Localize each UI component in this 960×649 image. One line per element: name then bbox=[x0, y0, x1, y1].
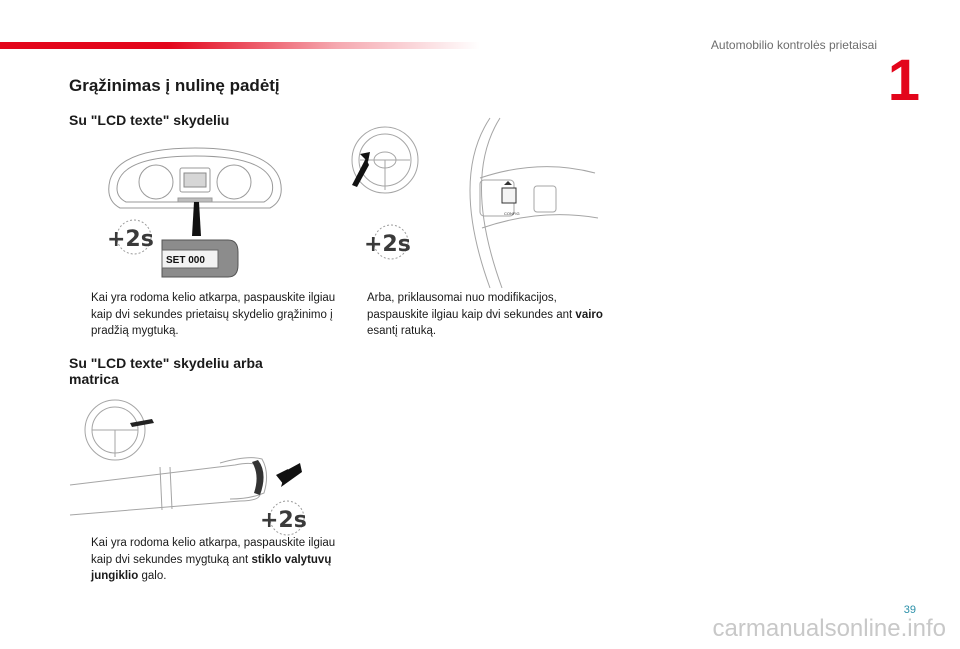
section2-subtitle-line1: Su "LCD texte" skydeliu arba bbox=[69, 355, 263, 371]
hold-2s-badge bbox=[258, 497, 306, 539]
instrument-cluster-illustration bbox=[100, 140, 290, 285]
badge-text: +2s bbox=[107, 227, 154, 252]
paragraph-wiper-stalk bbox=[91, 535, 341, 585]
hold-2s-badge bbox=[105, 216, 153, 258]
hold-2s-badge bbox=[362, 221, 410, 263]
paragraph-text: Arba, priklausomai nuo modifikacijos, paspauskite ilgiau kaip dvi sekundes ant bbox=[367, 292, 576, 321]
chapter-number: 1 bbox=[887, 48, 920, 113]
section2-subtitle bbox=[69, 355, 263, 387]
badge-text: +2s bbox=[364, 232, 411, 257]
section2-subtitle-line2: matrica bbox=[69, 371, 119, 387]
badge-text: +2s bbox=[260, 508, 307, 533]
page-number: 39 bbox=[903, 604, 916, 616]
paragraph-text: Kai yra rodoma kelio atkarpa, paspauskite ilgiau kaip dvi sekundes mygtuką ant bbox=[91, 537, 336, 566]
watermark: carmanualsonline.info bbox=[712, 615, 946, 642]
paragraph-text: Kai yra rodoma kelio atkarpa, paspauskite ilgiau kaip dvi sekundes prietaisų skydelio grąžinimo į pradžią mygtuką. bbox=[91, 292, 336, 337]
page-title: Grąžinimas į nulinę padėtį bbox=[69, 76, 280, 95]
paragraph-bold-text: vairo bbox=[575, 308, 603, 321]
header-section-title: Automobilio kontrolės prietaisai bbox=[710, 38, 877, 52]
paragraph-text: esantį ratuką. bbox=[367, 325, 437, 337]
paragraph-text: galo. bbox=[138, 570, 167, 582]
paragraph-lcd-reset bbox=[91, 290, 341, 340]
section1-subtitle: Su "LCD texte" skydeliu bbox=[69, 112, 230, 128]
paragraph-bold-text: stiklo valytuvų jungiklio bbox=[91, 553, 332, 582]
header-accent-bar bbox=[0, 42, 480, 49]
config-label: CONFIG bbox=[504, 211, 520, 216]
paragraph-steering-wheel bbox=[367, 290, 617, 340]
set-label: SET 000 bbox=[166, 255, 205, 266]
